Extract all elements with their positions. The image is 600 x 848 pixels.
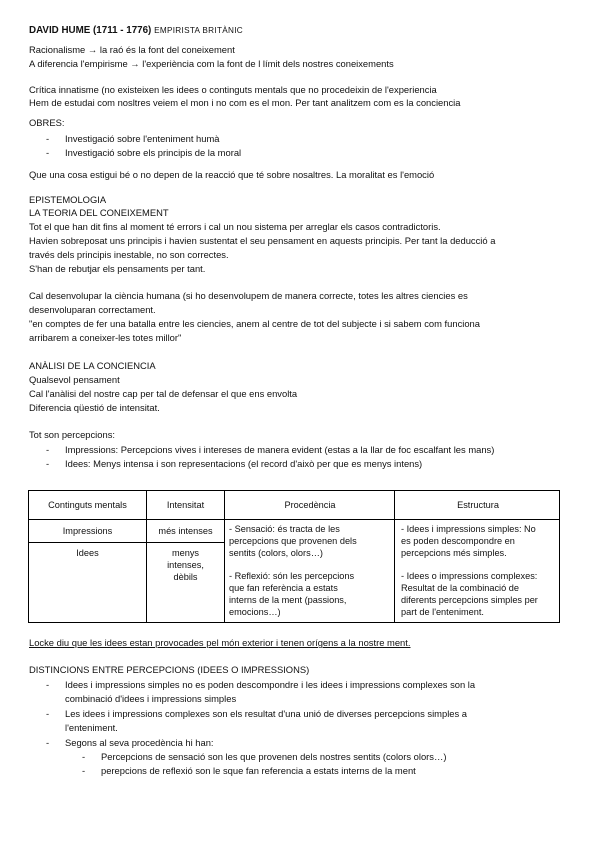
bullet-dash: - bbox=[82, 765, 86, 776]
bullet-dash: - bbox=[46, 458, 50, 469]
distincio-line: combinació d'idees i impressions simples bbox=[65, 693, 237, 704]
distincio-subitem: Percepcions de sensació son les que provenen dels nostres sentits (colors olors…) bbox=[101, 751, 447, 762]
critica-line: Crítica innatisme (no existeixen les idees o continguts mentals que no procedeixin de l'experiencia bbox=[29, 84, 437, 95]
cell-line: diferents percepcions simples per bbox=[401, 595, 538, 605]
cell-line: - Idees o impressions complexes: bbox=[401, 571, 538, 581]
paragraph-line: Diferencia qüestió de intensitat. bbox=[29, 402, 160, 413]
paragraph-line: Cal l'anàlisi del nostre cap per tal de defensar el que ens envolta bbox=[29, 388, 298, 399]
quote-line: "en comptes de fer una batalla entre les ciencies, anem al centre de tot del subjecte i si sabem com funciona bbox=[29, 318, 480, 329]
paragraph-line: Tot el que han dit fins al moment té errors i cal un nou sistema per arreglar els casos contradictoris. bbox=[29, 221, 441, 232]
cell-line: que fan referència a estats bbox=[229, 583, 338, 593]
cell-gap bbox=[229, 559, 391, 570]
bullet-dash: - bbox=[82, 751, 86, 762]
cell-gap bbox=[401, 559, 555, 570]
title-main: DAVID HUME (1711 - 1776) bbox=[29, 25, 152, 36]
bullet-dash: - bbox=[46, 737, 50, 748]
table-cell-idees: Idees bbox=[29, 543, 147, 623]
cell-line: part de l'enteniment. bbox=[401, 607, 484, 617]
paragraph-line: Cal desenvolupar la ciència humana (si ho desenvolupem de manera correcte, totes les altres ciencies es bbox=[29, 290, 468, 301]
table-cell-procedencia bbox=[225, 520, 395, 623]
critica-line: Hem de estudai com nosltres veiem el mon i no com es el mon. Per tant analitzem com es la conciencia bbox=[29, 97, 461, 108]
table-header: Estructura bbox=[395, 491, 560, 520]
cell-line: emocions…) bbox=[229, 607, 281, 617]
paragraph-line: desenvoluparan correctament. bbox=[29, 304, 156, 315]
cell-line: intenses, bbox=[167, 560, 204, 570]
intro-line: A diferencia l'empirisme → l'experiència com la font de l límit dels nostres coneixements bbox=[29, 58, 394, 69]
bullet-dash: - bbox=[46, 708, 50, 719]
cell-line: percepcions més simples. bbox=[401, 548, 507, 558]
table-cell-impressions: Impressions bbox=[29, 520, 147, 543]
bullet-dash: - bbox=[46, 147, 50, 158]
obres-heading: OBRES: bbox=[29, 117, 65, 128]
paragraph-line: través dels principis inestable, no son correctes. bbox=[29, 249, 229, 260]
paragraph-line: Havien sobreposat uns principis i havien sustentat el seu pensament en aquests principis. Per tant la deducció a bbox=[29, 235, 496, 246]
section-heading: DISTINCIONS ENTRE PERCEPCIONS (IDEES O IMPRESSIONS) bbox=[29, 664, 310, 675]
moral-line: Que una cosa estigui bé o no depen de la reacció que té sobre nosaltres. La moralitat es l'emoció bbox=[29, 169, 435, 180]
cell-line: - Idees i impressions simples: No bbox=[401, 524, 536, 534]
cell-line: es poden descompondre en bbox=[401, 536, 515, 546]
bullet-dash: - bbox=[46, 444, 50, 455]
section-heading: EPISTEMOLOGIA bbox=[29, 194, 107, 205]
distincio-line: Idees i impressions simples no es poden descompondre i les idees i impressions complexes son la bbox=[65, 679, 476, 690]
section-subheading: LA TEORIA DEL CONEIXEMENT bbox=[29, 207, 169, 218]
cell-line: Resultat de la combinació de bbox=[401, 583, 519, 593]
table-cell-intensitat bbox=[147, 543, 225, 623]
distincio-line: Les idees i impressions complexes son els resultat d'una unió de diverses percepcions simples a bbox=[65, 708, 467, 719]
table-cell-estructura bbox=[395, 520, 560, 623]
quote-line: arribarem a coneixer-les totes millor" bbox=[29, 332, 182, 343]
cell-line: interns de la ment (passions, bbox=[229, 595, 347, 605]
cell-line: - Sensació: és tracta de les bbox=[229, 524, 340, 534]
percepcions-intro: Tot son percepcions: bbox=[29, 429, 115, 440]
perceptions-table bbox=[28, 490, 560, 623]
cell-line: percepcions que provenen dels bbox=[229, 536, 357, 546]
table-header: Intensitat bbox=[147, 491, 225, 520]
paragraph-line: S'han de rebutjar els pensaments per tant. bbox=[29, 263, 206, 274]
intro-line: Racionalisme → la raó és la font del coneixement bbox=[29, 44, 235, 55]
page-title bbox=[29, 25, 243, 37]
obres-item: Investigació sobre els principis de la moral bbox=[65, 147, 242, 158]
table-row bbox=[29, 520, 560, 543]
cell-line: sentits (colors, olors…) bbox=[229, 548, 323, 558]
table-header-row bbox=[29, 491, 560, 520]
bullet-dash: - bbox=[46, 133, 50, 144]
section-heading: ANÀLISI DE LA CONCIENCIA bbox=[29, 360, 156, 371]
distincio-line: Segons al seva procedència hi han: bbox=[65, 737, 214, 748]
cell-line: menys bbox=[171, 548, 200, 558]
bullet-dash: - bbox=[46, 679, 50, 690]
distincio-subitem: perepcions de reflexió son le sque fan referencia a estats interns de la ment bbox=[101, 765, 416, 776]
cell-line: dèbils bbox=[173, 572, 198, 582]
percepcions-item: Idees: Menys intensa i son representacions (el record d'això per que es menys intens) bbox=[65, 458, 423, 469]
cell-line: - Reflexió: són les percepcions bbox=[229, 571, 355, 581]
percepcions-item: Impressions: Percepcions vives i intereses de manera evident (estas a la llar de foc escalfant les mans) bbox=[65, 444, 495, 455]
title-subtitle: EMPIRISTA BRITÀNIC bbox=[154, 26, 244, 35]
table-header: Procedència bbox=[225, 491, 395, 520]
paragraph-line: Qualsevol pensament bbox=[29, 374, 120, 385]
locke-line: Locke diu que les idees estan provocades pel món exterior i tenen orígens a la nostre ment. bbox=[29, 637, 411, 648]
table-cell-intensitat: més intenses bbox=[147, 520, 225, 543]
distincio-line: l'enteniment. bbox=[65, 722, 118, 733]
obres-item: Investigació sobre l'enteniment humà bbox=[65, 133, 220, 144]
table-header: Continguts mentals bbox=[29, 491, 147, 520]
